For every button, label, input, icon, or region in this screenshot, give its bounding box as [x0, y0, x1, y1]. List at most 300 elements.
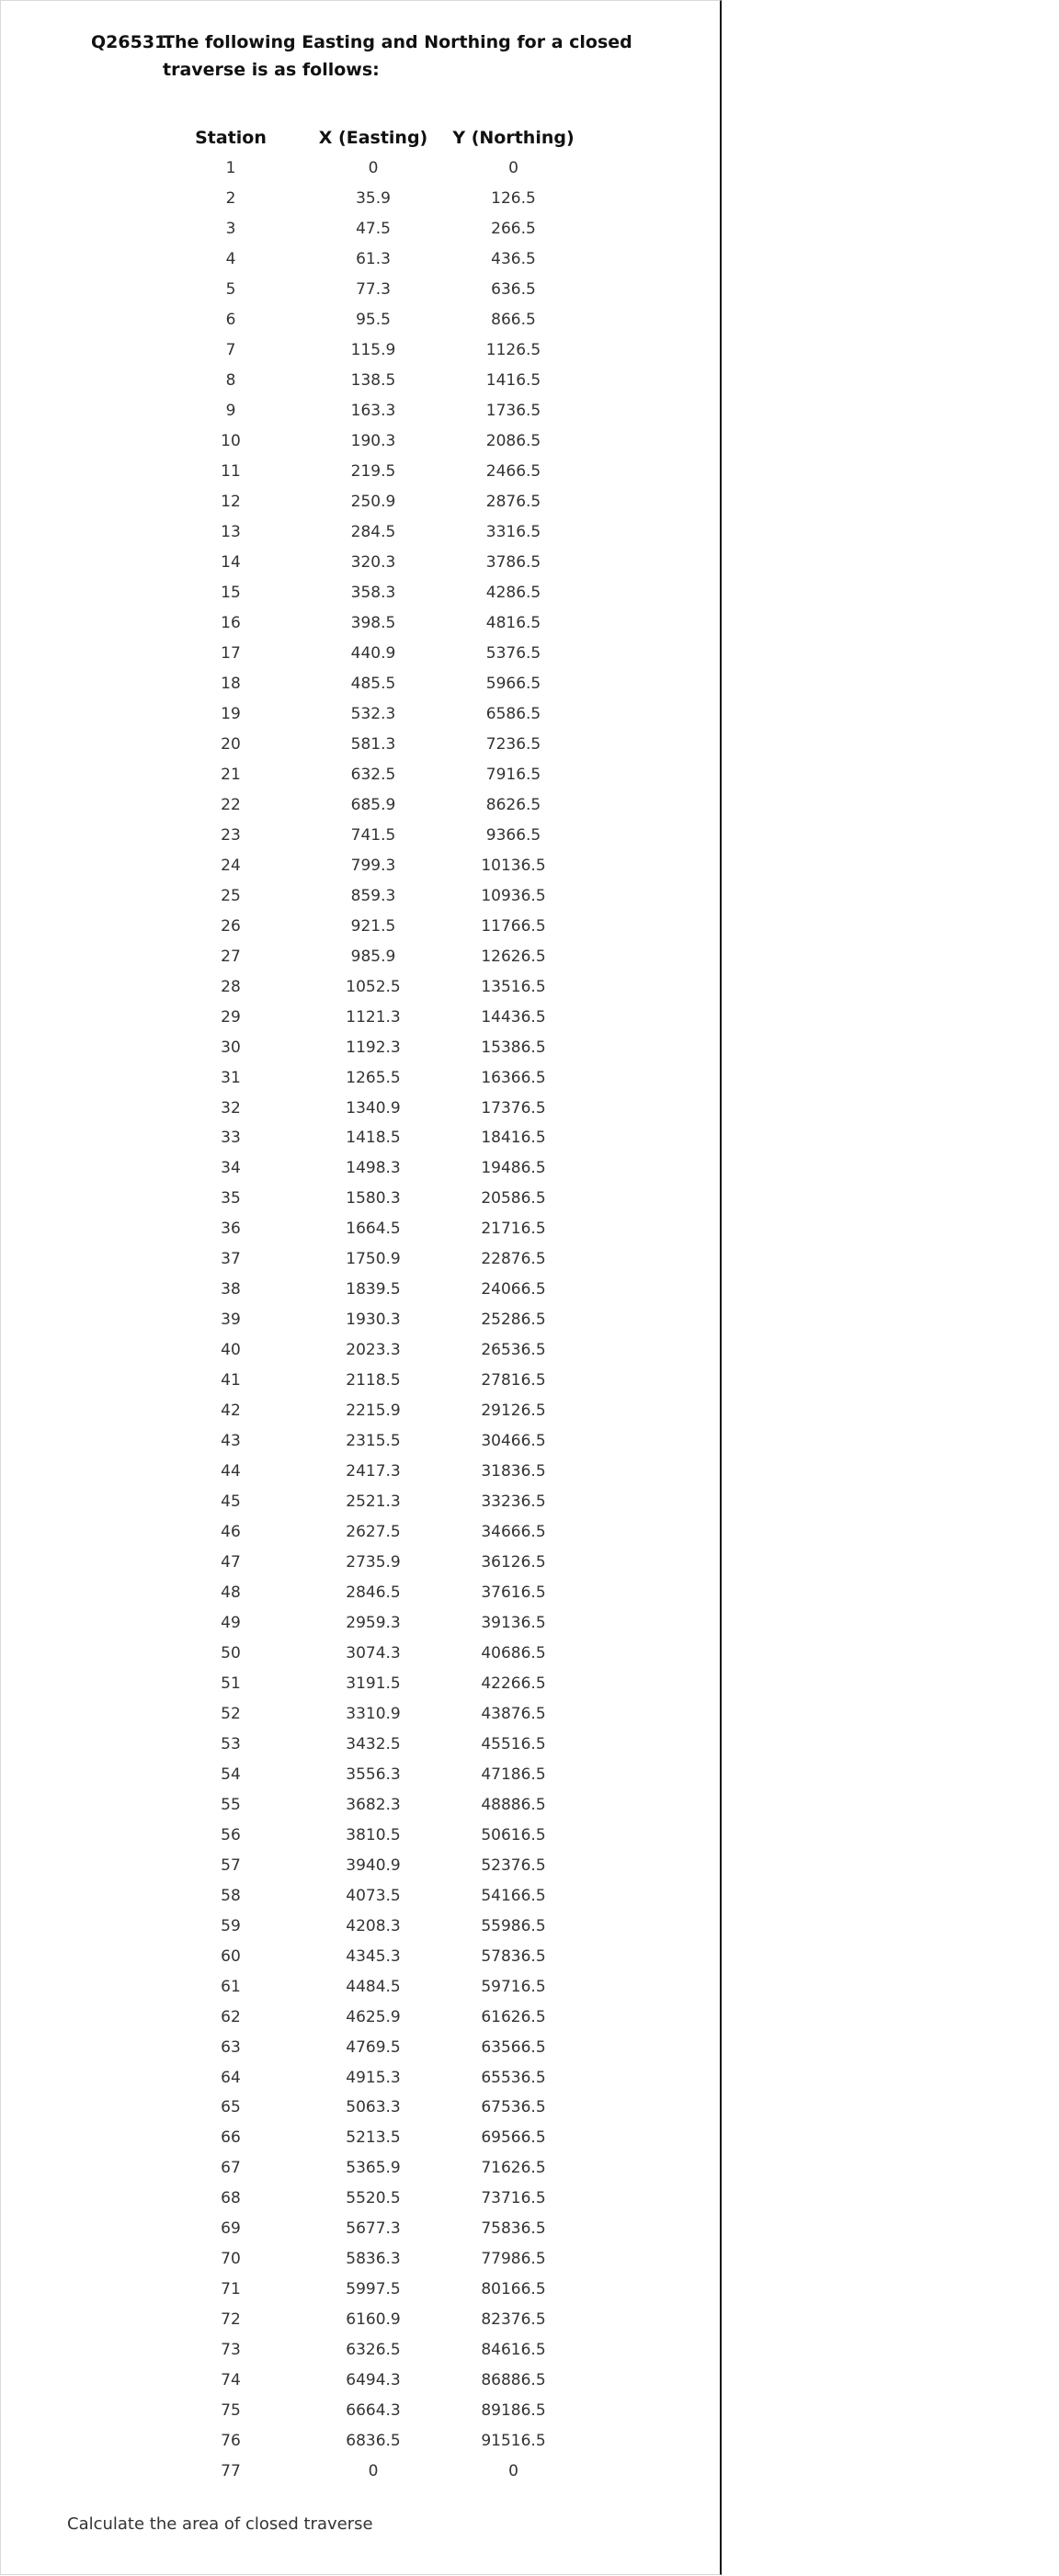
cell-easting: 77.3 — [356, 280, 391, 300]
cell-station: 33 — [221, 1129, 241, 1148]
cell-easting: 35.9 — [356, 189, 391, 209]
cell-easting: 859.3 — [350, 886, 396, 905]
cell-northing: 89186.5 — [481, 2401, 546, 2421]
cell-northing: 69566.5 — [481, 2128, 546, 2148]
cell-station: 45 — [221, 1492, 241, 1512]
cell-northing: 75836.5 — [481, 2219, 546, 2239]
cell-easting: 3074.3 — [346, 1643, 401, 1662]
table-row — [157, 548, 585, 578]
traverse-table — [157, 122, 585, 2487]
cell-northing: 80166.5 — [481, 2280, 546, 2299]
cell-easting: 1750.9 — [346, 1250, 401, 1269]
cell-station: 3 — [225, 220, 236, 239]
cell-northing: 40686.5 — [481, 1643, 546, 1662]
cell-station: 22 — [221, 795, 241, 814]
cell-easting: 3432.5 — [346, 1734, 401, 1753]
cell-station: 41 — [221, 1371, 241, 1390]
table-row — [157, 2093, 585, 2123]
cell-easting: 5213.5 — [346, 2128, 401, 2148]
cell-station: 60 — [221, 1946, 241, 1966]
table-row — [157, 2032, 585, 2062]
table-row — [157, 729, 585, 759]
cell-northing: 8626.5 — [485, 795, 541, 814]
cell-northing: 54166.5 — [481, 1886, 546, 1905]
cell-easting: 921.5 — [350, 916, 396, 936]
cell-station: 7 — [225, 341, 236, 360]
cell-easting: 4073.5 — [346, 1886, 401, 1905]
cell-easting: 741.5 — [350, 825, 396, 845]
table-row — [157, 1426, 585, 1457]
cell-easting: 2521.3 — [346, 1492, 401, 1512]
table-row — [157, 1729, 585, 1759]
cell-northing: 20586.5 — [481, 1189, 546, 1209]
cell-station: 77 — [221, 2462, 241, 2481]
cell-station: 16 — [221, 614, 241, 633]
cell-northing: 12626.5 — [481, 947, 546, 966]
cell-easting: 219.5 — [350, 462, 396, 482]
cell-easting: 1121.3 — [346, 1007, 401, 1027]
cell-station: 2 — [225, 189, 236, 209]
cell-easting: 1265.5 — [346, 1068, 401, 1087]
cell-easting: 4915.3 — [346, 2068, 401, 2087]
cell-station: 4 — [225, 250, 236, 269]
cell-station: 51 — [221, 1674, 241, 1693]
cell-station: 54 — [221, 1765, 241, 1784]
cell-station: 66 — [221, 2128, 241, 2148]
table-row — [157, 1850, 585, 1880]
cell-northing: 63566.5 — [481, 2037, 546, 2057]
table-row — [157, 2457, 585, 2487]
cell-station: 46 — [221, 1523, 241, 1542]
cell-northing: 71626.5 — [481, 2159, 546, 2178]
cell-easting: 1664.5 — [346, 1220, 401, 1239]
cell-northing: 10936.5 — [481, 886, 546, 905]
table-row — [157, 668, 585, 698]
cell-easting: 1340.9 — [346, 1098, 401, 1118]
table-row — [157, 759, 585, 789]
cell-easting: 6326.5 — [346, 2341, 401, 2360]
cell-station: 64 — [221, 2068, 241, 2087]
cell-northing: 17376.5 — [481, 1098, 546, 1118]
cell-station: 29 — [221, 1007, 241, 1027]
table-row — [157, 1911, 585, 1941]
cell-northing: 266.5 — [491, 220, 536, 239]
cell-northing: 37616.5 — [481, 1583, 546, 1603]
cell-station: 50 — [221, 1643, 241, 1662]
instruction-text: Calculate the area of closed traverse — [67, 2514, 373, 2534]
cell-northing: 22876.5 — [481, 1250, 546, 1269]
table-row — [157, 2335, 585, 2366]
cell-easting: 632.5 — [350, 765, 396, 784]
cell-easting: 138.5 — [350, 371, 396, 391]
cell-easting: 1839.5 — [346, 1280, 401, 1299]
cell-station: 1 — [225, 159, 236, 178]
cell-northing: 866.5 — [491, 311, 536, 330]
cell-station: 75 — [221, 2401, 241, 2421]
cell-station: 59 — [221, 1916, 241, 1935]
table-row — [157, 366, 585, 396]
cell-easting: 1930.3 — [346, 1311, 401, 1330]
cell-easting: 1418.5 — [346, 1129, 401, 1148]
cell-northing: 42266.5 — [481, 1674, 546, 1693]
cell-easting: 0 — [368, 2462, 379, 2481]
cell-northing: 47186.5 — [481, 1765, 546, 1784]
cell-station: 47 — [221, 1553, 241, 1572]
table-row — [157, 1153, 585, 1184]
table-row — [157, 880, 585, 911]
table-row — [157, 2305, 585, 2335]
cell-northing: 31836.5 — [481, 1462, 546, 1481]
table-row — [157, 1002, 585, 1032]
table-row — [157, 941, 585, 971]
cell-station: 38 — [221, 1280, 241, 1299]
table-row — [157, 1548, 585, 1578]
table-row — [157, 1335, 585, 1366]
cell-easting: 61.3 — [356, 250, 391, 269]
cell-station: 70 — [221, 2250, 241, 2269]
table-row — [157, 2244, 585, 2275]
cell-northing: 5966.5 — [485, 674, 541, 693]
table-row — [157, 305, 585, 335]
cell-northing: 2466.5 — [485, 462, 541, 482]
table-row — [157, 2123, 585, 2153]
table-row — [157, 1062, 585, 1093]
cell-station: 73 — [221, 2341, 241, 2360]
cell-easting: 3682.3 — [346, 1795, 401, 1814]
cell-easting: 95.5 — [356, 311, 391, 330]
cell-station: 43 — [221, 1432, 241, 1451]
cell-northing: 48886.5 — [481, 1795, 546, 1814]
cell-station: 21 — [221, 765, 241, 784]
cell-station: 5 — [225, 280, 236, 300]
table-row — [157, 487, 585, 517]
table-row — [157, 244, 585, 275]
cell-station: 18 — [221, 674, 241, 693]
table-row — [157, 1487, 585, 1517]
table-row — [157, 1093, 585, 1123]
cell-easting: 6494.3 — [346, 2371, 401, 2390]
cell-northing: 59716.5 — [481, 1977, 546, 1996]
cell-station: 30 — [221, 1038, 241, 1057]
cell-station: 27 — [221, 947, 241, 966]
table-row — [157, 396, 585, 426]
table-row — [157, 1759, 585, 1789]
cell-northing: 50616.5 — [481, 1825, 546, 1844]
cell-easting: 1580.3 — [346, 1189, 401, 1209]
table-row — [157, 1941, 585, 1971]
cell-station: 69 — [221, 2219, 241, 2239]
table-header-row — [157, 122, 585, 153]
cell-northing: 3786.5 — [485, 553, 541, 573]
cell-station: 55 — [221, 1795, 241, 1814]
cell-station: 52 — [221, 1704, 241, 1723]
cell-station: 12 — [221, 493, 241, 512]
table-row — [157, 850, 585, 880]
cell-northing: 36126.5 — [481, 1553, 546, 1572]
cell-easting: 2215.9 — [346, 1401, 401, 1421]
table-row — [157, 1608, 585, 1639]
cell-easting: 284.5 — [350, 523, 396, 542]
cell-northing: 34666.5 — [481, 1523, 546, 1542]
cell-station: 20 — [221, 734, 241, 754]
cell-easting: 2315.5 — [346, 1432, 401, 1451]
table-row — [157, 1668, 585, 1698]
cell-easting: 4769.5 — [346, 2037, 401, 2057]
cell-northing: 9366.5 — [485, 825, 541, 845]
table-row — [157, 517, 585, 548]
cell-northing: 82376.5 — [481, 2310, 546, 2330]
cell-station: 44 — [221, 1462, 241, 1481]
cell-easting: 2959.3 — [346, 1613, 401, 1632]
table-row — [157, 911, 585, 941]
cell-northing: 86886.5 — [481, 2371, 546, 2390]
table-row — [157, 275, 585, 305]
table-row — [157, 1214, 585, 1244]
table-row — [157, 2426, 585, 2457]
cell-northing: 57836.5 — [481, 1946, 546, 1966]
table-row — [157, 2062, 585, 2093]
table-row — [157, 184, 585, 214]
table-row — [157, 1184, 585, 1214]
cell-easting: 1192.3 — [346, 1038, 401, 1057]
cell-station: 26 — [221, 916, 241, 936]
table-row — [157, 153, 585, 184]
table-row — [157, 820, 585, 850]
cell-easting: 5677.3 — [346, 2219, 401, 2239]
cell-northing: 18416.5 — [481, 1129, 546, 1148]
cell-easting: 5997.5 — [346, 2280, 401, 2299]
table-row — [157, 2184, 585, 2214]
cell-easting: 190.3 — [350, 432, 396, 451]
cell-easting: 6836.5 — [346, 2432, 401, 2451]
cell-station: 39 — [221, 1311, 241, 1330]
cell-northing: 10136.5 — [481, 856, 546, 875]
cell-northing: 3316.5 — [485, 523, 541, 542]
cell-station: 63 — [221, 2037, 241, 2057]
cell-easting: 1052.5 — [346, 977, 401, 996]
cell-station: 53 — [221, 1734, 241, 1753]
cell-easting: 0 — [368, 159, 379, 178]
cell-station: 19 — [221, 704, 241, 723]
cell-easting: 47.5 — [356, 220, 391, 239]
cell-easting: 5520.5 — [346, 2189, 401, 2208]
cell-station: 28 — [221, 977, 241, 996]
cell-northing: 77986.5 — [481, 2250, 546, 2269]
cell-easting: 6160.9 — [346, 2310, 401, 2330]
cell-northing: 0 — [508, 159, 518, 178]
cell-station: 14 — [221, 553, 241, 573]
cell-station: 49 — [221, 1613, 241, 1632]
cell-northing: 14436.5 — [481, 1007, 546, 1027]
table-row — [157, 1578, 585, 1608]
cell-station: 36 — [221, 1220, 241, 1239]
table-row — [157, 1032, 585, 1062]
table-row — [157, 1971, 585, 2002]
cell-northing: 7916.5 — [485, 765, 541, 784]
table-row — [157, 1789, 585, 1820]
table-row — [157, 698, 585, 729]
cell-easting: 320.3 — [350, 553, 396, 573]
cell-station: 62 — [221, 2007, 241, 2026]
cell-northing: 84616.5 — [481, 2341, 546, 2360]
table-row — [157, 971, 585, 1002]
cell-station: 23 — [221, 825, 241, 845]
cell-easting: 6664.3 — [346, 2401, 401, 2421]
table-row — [157, 457, 585, 487]
header-easting: X (Easting) — [318, 128, 428, 148]
cell-northing: 16366.5 — [481, 1068, 546, 1087]
cell-northing: 45516.5 — [481, 1734, 546, 1753]
table-row — [157, 2002, 585, 2032]
cell-northing: 21716.5 — [481, 1220, 546, 1239]
table-row — [157, 1880, 585, 1911]
cell-northing: 15386.5 — [481, 1038, 546, 1057]
cell-station: 25 — [221, 886, 241, 905]
table-row — [157, 2275, 585, 2305]
table-row — [157, 1517, 585, 1548]
cell-easting: 115.9 — [350, 341, 396, 360]
cell-station: 72 — [221, 2310, 241, 2330]
cell-northing: 27816.5 — [481, 1371, 546, 1390]
cell-easting: 2735.9 — [346, 1553, 401, 1572]
table-row — [157, 2366, 585, 2396]
cell-easting: 581.3 — [350, 734, 396, 754]
cell-easting: 4208.3 — [346, 1916, 401, 1935]
cell-northing: 29126.5 — [481, 1401, 546, 1421]
cell-easting: 3810.5 — [346, 1825, 401, 1844]
cell-easting: 4345.3 — [346, 1946, 401, 1966]
cell-station: 31 — [221, 1068, 241, 1087]
cell-northing: 91516.5 — [481, 2432, 546, 2451]
cell-easting: 985.9 — [350, 947, 396, 966]
table-row — [157, 2153, 585, 2184]
cell-station: 68 — [221, 2189, 241, 2208]
cell-northing: 55986.5 — [481, 1916, 546, 1935]
table-row — [157, 1123, 585, 1153]
cell-station: 58 — [221, 1886, 241, 1905]
header-station: Station — [195, 128, 267, 148]
cell-easting: 5063.3 — [346, 2098, 401, 2117]
cell-easting: 2023.3 — [346, 1341, 401, 1360]
cell-northing: 11766.5 — [481, 916, 546, 936]
cell-easting: 1498.3 — [346, 1159, 401, 1178]
cell-station: 57 — [221, 1855, 241, 1875]
cell-northing: 65536.5 — [481, 2068, 546, 2087]
table-row — [157, 608, 585, 639]
cell-northing: 73716.5 — [481, 2189, 546, 2208]
table-row — [157, 1305, 585, 1335]
question-text: The following Easting and Northing for a closed traverse is as follows: — [163, 32, 632, 80]
table-row — [157, 578, 585, 608]
header-northing: Y (Northing) — [452, 128, 575, 148]
table-row — [157, 214, 585, 244]
cell-easting: 3940.9 — [346, 1855, 401, 1875]
cell-station: 15 — [221, 584, 241, 603]
cell-easting: 485.5 — [350, 674, 396, 693]
cell-station: 24 — [221, 856, 241, 875]
cell-station: 48 — [221, 1583, 241, 1603]
traverse-table-container — [157, 122, 617, 2487]
cell-easting: 398.5 — [350, 614, 396, 633]
cell-northing: 436.5 — [491, 250, 536, 269]
cell-northing: 636.5 — [491, 280, 536, 300]
cell-northing: 19486.5 — [481, 1159, 546, 1178]
cell-northing: 0 — [508, 2462, 518, 2481]
table-body — [157, 153, 585, 2487]
cell-easting: 440.9 — [350, 643, 396, 663]
cell-easting: 799.3 — [350, 856, 396, 875]
cell-station: 35 — [221, 1189, 241, 1209]
cell-northing: 1416.5 — [485, 371, 541, 391]
cell-easting: 4484.5 — [346, 1977, 401, 1996]
table-row — [157, 1366, 585, 1396]
cell-northing: 1736.5 — [485, 402, 541, 421]
cell-northing: 13516.5 — [481, 977, 546, 996]
cell-easting: 5836.3 — [346, 2250, 401, 2269]
cell-station: 65 — [221, 2098, 241, 2117]
cell-station: 56 — [221, 1825, 241, 1844]
cell-easting: 2627.5 — [346, 1523, 401, 1542]
cell-station: 74 — [221, 2371, 241, 2390]
cell-northing: 61626.5 — [481, 2007, 546, 2026]
cell-northing: 67536.5 — [481, 2098, 546, 2117]
cell-easting: 532.3 — [350, 704, 396, 723]
table-row — [157, 1275, 585, 1305]
cell-easting: 3191.5 — [346, 1674, 401, 1693]
cell-northing: 7236.5 — [485, 734, 541, 754]
table-row — [157, 2214, 585, 2244]
cell-northing: 52376.5 — [481, 1855, 546, 1875]
table-row — [157, 1698, 585, 1729]
cell-northing: 25286.5 — [481, 1311, 546, 1330]
cell-station: 71 — [221, 2280, 241, 2299]
cell-station: 13 — [221, 523, 241, 542]
cell-station: 34 — [221, 1159, 241, 1178]
cell-station: 9 — [225, 402, 236, 421]
table-row — [157, 1820, 585, 1850]
cell-easting: 2417.3 — [346, 1462, 401, 1481]
cell-easting: 4625.9 — [346, 2007, 401, 2026]
cell-northing: 1126.5 — [485, 341, 541, 360]
cell-northing: 4286.5 — [485, 584, 541, 603]
question-number: Q26531. — [91, 32, 174, 52]
table-row — [157, 789, 585, 820]
cell-station: 32 — [221, 1098, 241, 1118]
cell-station: 6 — [225, 311, 236, 330]
cell-station: 42 — [221, 1401, 241, 1421]
cell-northing: 4816.5 — [485, 614, 541, 633]
table-row — [157, 1638, 585, 1668]
cell-northing: 33236.5 — [481, 1492, 546, 1512]
table-row — [157, 335, 585, 366]
table-row — [157, 2396, 585, 2426]
table-row — [157, 1457, 585, 1487]
cell-station: 10 — [221, 432, 241, 451]
cell-easting: 3556.3 — [346, 1765, 401, 1784]
cell-easting: 2846.5 — [346, 1583, 401, 1603]
cell-station: 61 — [221, 1977, 241, 1996]
cell-easting: 250.9 — [350, 493, 396, 512]
cell-easting: 163.3 — [350, 402, 396, 421]
cell-northing: 2876.5 — [485, 493, 541, 512]
cell-station: 67 — [221, 2159, 241, 2178]
cell-easting: 2118.5 — [346, 1371, 401, 1390]
cell-northing: 26536.5 — [481, 1341, 546, 1360]
cell-easting: 3310.9 — [346, 1704, 401, 1723]
cell-northing: 39136.5 — [481, 1613, 546, 1632]
cell-easting: 358.3 — [350, 584, 396, 603]
cell-northing: 126.5 — [491, 189, 536, 209]
